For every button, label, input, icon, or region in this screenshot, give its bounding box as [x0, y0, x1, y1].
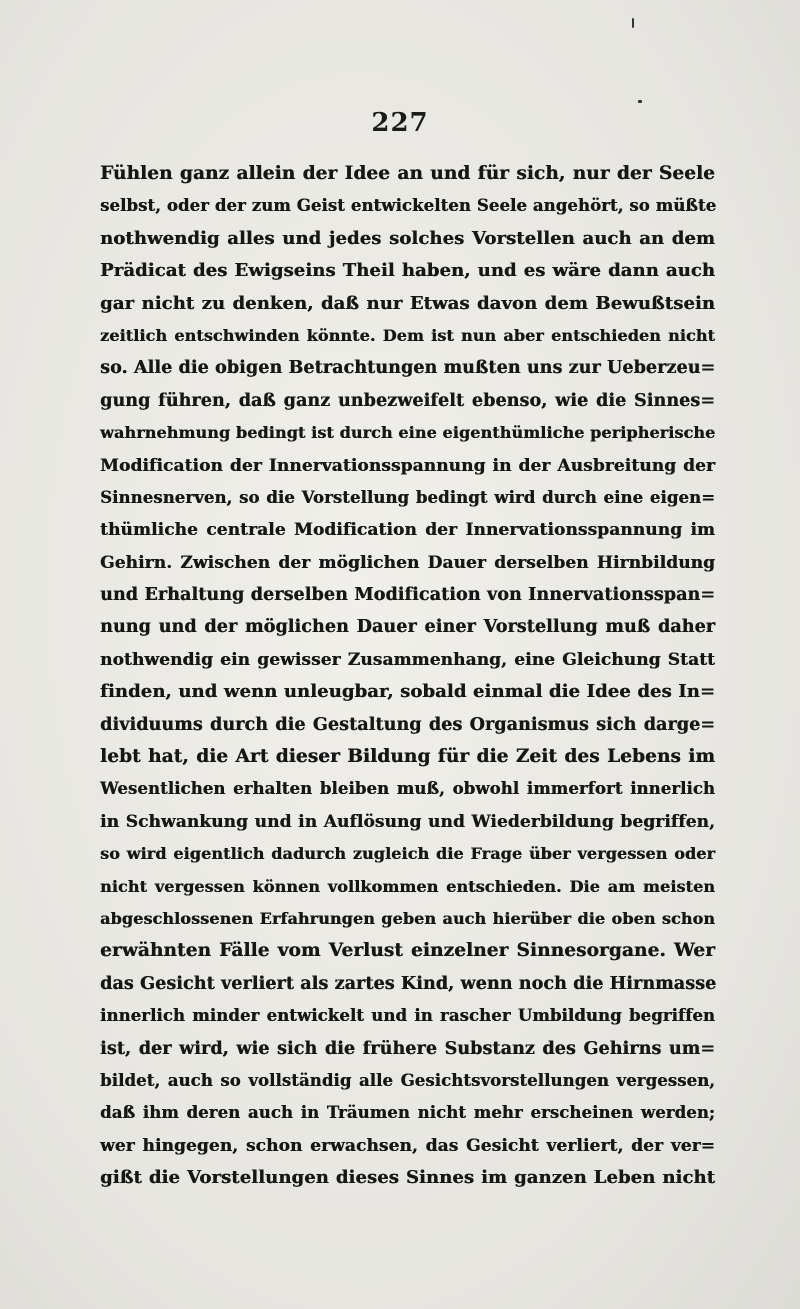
text-line: dividuums durch die Gestaltung des Organismus sich darge= [100, 714, 715, 735]
text-line: Wesentlichen erhalten bleiben muß, obwohl immerfort innerlich [100, 779, 715, 799]
body-text [100, 158, 715, 1195]
text-line: selbst, oder der zum Geist entwickelten Seele angehört, so müßte [100, 196, 717, 216]
text-line: das Gesicht verliert als zartes Kind, wenn noch die Hirnmasse [100, 973, 717, 994]
text-line: lebt hat, die Art dieser Bildung für die Zeit des Lebens im [100, 746, 715, 768]
text-line: ist, der wird, wie sich die frühere Substanz des Gehirns um= [100, 1038, 715, 1059]
text-line: wer hingegen, schon erwachsen, das Gesicht verliert, der ver= [100, 1135, 715, 1156]
text-line: zeitlich entschwinden könnte. Dem ist nun aber entschieden nicht [100, 325, 715, 345]
text-line: nothwendig ein gewisser Zusammenhang, eine Gleichung Statt [100, 649, 715, 670]
text-line: Prädicat des Ewigseins Theil haben, und es wäre dann auch [100, 260, 715, 282]
text-line: und Erhaltung derselben Modification von Innervationsspan= [100, 585, 715, 606]
text-line: so wird eigentlich dadurch zugleich die Frage über vergessen oder [100, 844, 715, 864]
text-line: Modification der Innervationsspannung in der Ausbreitung der [100, 455, 715, 476]
page-number: 227 [371, 108, 429, 138]
text-line: bildet, auch so vollständig alle Gesichtsvorstellungen vergessen, [100, 1070, 715, 1090]
text-line: Sinnesnerven, so die Vorstellung bedingt wird durch eine eigen= [100, 487, 715, 507]
text-line: nothwendig alles und jedes solches Vorstellen auch an dem [100, 227, 715, 249]
text-line: gar nicht zu denken, daß nur Etwas davon dem Bewußtsein [100, 292, 715, 314]
text-line: finden, und wenn unleugbar, sobald einmal die Idee des In= [100, 681, 715, 703]
text-line: daß ihm deren auch in Träumen nicht mehr erscheinen werden; [100, 1103, 715, 1123]
text-line: thümliche centrale Modification der Innervationsspannung im [100, 520, 715, 541]
print-speck [638, 100, 642, 103]
text-line: gung führen, daß ganz unbezweifelt ebenso, wie die Sinnes= [100, 390, 715, 411]
print-speck [632, 18, 634, 28]
text-line: in Schwankung und in Auflösung und Wiederbildung begriffen, [100, 811, 715, 832]
text-line: so. Alle die obigen Betrachtungen mußten uns zur Ueberzeu= [100, 358, 716, 379]
text-line: nicht vergessen können vollkommen entschieden. Die am meisten [100, 876, 715, 896]
text-line: Gehirn. Zwischen der möglichen Dauer derselben Hirnbildung [100, 552, 715, 573]
text-line: erwähnten Fälle vom Verlust einzelner Sinnesorgane. Wer [100, 940, 715, 962]
text-line: nung und der möglichen Dauer einer Vorstellung muß daher [100, 617, 715, 638]
text-line: innerlich minder entwickelt und in rascher Umbildung begriffen [100, 1006, 715, 1026]
text-line: abgeschlossenen Erfahrungen geben auch hierüber die oben schon [100, 908, 715, 928]
text-line: gißt die Vorstellungen dieses Sinnes im ganzen Leben nicht [100, 1167, 715, 1189]
text-line: wahrnehmung bedingt ist durch eine eigenthümliche peripherische [100, 423, 716, 443]
text-line: Fühlen ganz allein der Idee an und für sich, nur der Seele [100, 163, 715, 184]
